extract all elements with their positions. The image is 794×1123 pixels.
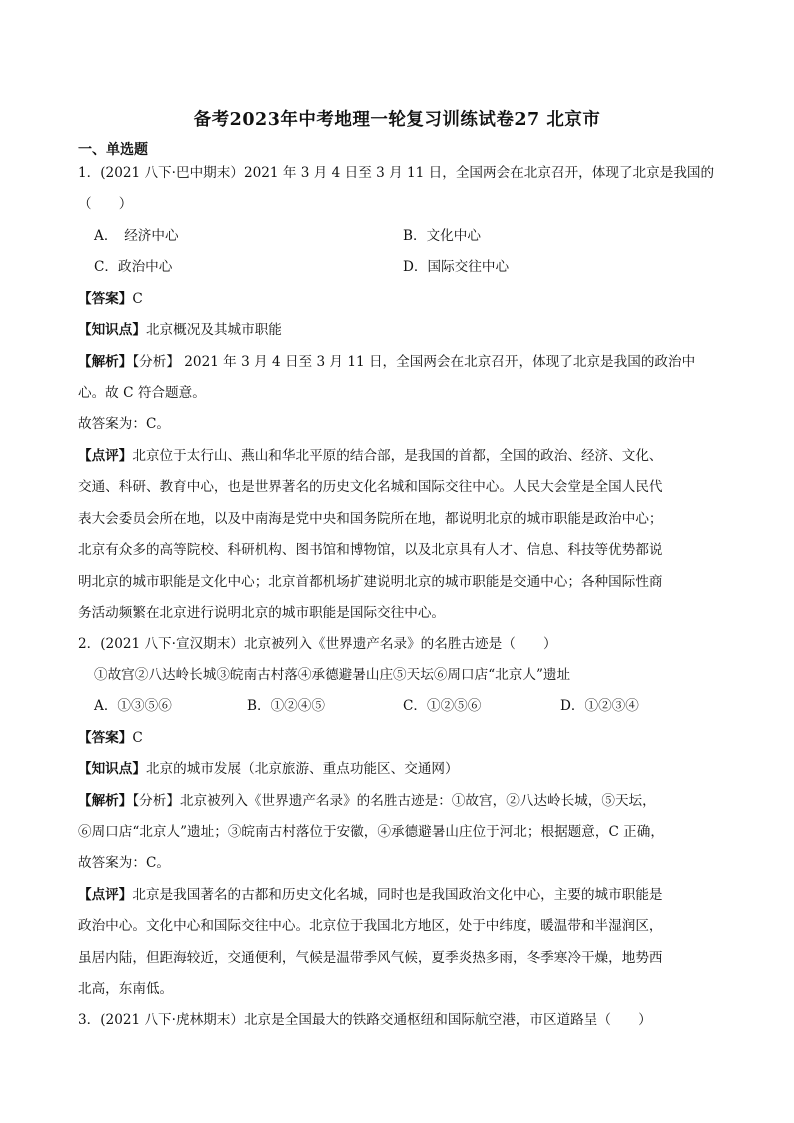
knowledge-value: 北京概况及其城市职能	[145, 322, 282, 338]
knowledge-line	[78, 320, 282, 340]
analysis-tag: 【解析】	[78, 354, 133, 370]
option-a: A．①③⑤⑥	[94, 698, 172, 714]
section-heading: 一、单选题	[78, 142, 148, 158]
question-stem-line: （ ）	[78, 196, 133, 212]
comment-line: 务活动频繁在北京进行说明北京的城市职能是国际交往中心。	[78, 605, 446, 621]
question-stem-line: 3．(2021 八下·虎林期末）北京是全国最大的铁路交通枢纽和国际航空港，市区道路呈（ ）	[78, 1012, 652, 1028]
comment-tag: 【点评】	[78, 887, 133, 903]
analysis-text: 【分析】 2021 年 3 月 4 日至 3 月 11 日，全国两会在北京召开，体现了北京是我国的政治中	[132, 354, 696, 370]
analysis-line	[78, 791, 656, 811]
analysis-line: 故答案为：C。	[78, 855, 170, 871]
option-b: B．文化中心	[403, 228, 481, 244]
option-c: C．①②⑤⑥	[403, 698, 482, 714]
option-b: B．①②④⑤	[247, 698, 325, 714]
knowledge-line	[78, 759, 459, 779]
analysis-line: ⑥周口店“北京人”遗址；③皖南古村落位于安徽，④承德避暑山庄位于河北；根据题意，C 正确，	[78, 824, 664, 840]
comment-line	[78, 885, 663, 905]
comment-text: 北京是我国著名的古都和历史文化名城，同时也是我国政治文化中心，主要的城市职能是	[132, 887, 663, 903]
option-c: C．政治中心	[94, 259, 173, 275]
question-stem-line: 2．(2021 八下·宣汉期末）北京被列入《世界遗产名录》的名胜古迹是（ ）	[78, 636, 557, 652]
comment-line: 北高，东南低。	[78, 981, 174, 997]
analysis-line	[78, 352, 695, 372]
answer-value: C	[132, 291, 143, 307]
comment-line: 虽居内陆，但距海较近，交通便利，气候是温带季风气候，夏季炎热多雨，冬季寒冷干燥，地势西	[78, 950, 663, 966]
option-d: D．国际交往中心	[403, 259, 510, 275]
knowledge-tag: 【知识点】	[78, 322, 146, 338]
answer-tag: 【答案】	[78, 291, 133, 307]
answer-line	[78, 728, 143, 748]
comment-text: 北京位于太行山、燕山和华北平原的结合部，是我国的首都，全国的政治、经济、文化、	[132, 448, 663, 464]
comment-line: 政治中心。文化中心和国际交往中心。北京位于我国北方地区，处于中纬度，暖温带和半湿润区，	[78, 918, 663, 934]
answer-value: C	[132, 730, 143, 746]
analysis-line: 心。故 C 符合题意。	[78, 385, 206, 401]
comment-line	[78, 446, 663, 466]
answer-tag: 【答案】	[78, 730, 133, 746]
analysis-tag: 【解析】	[78, 793, 133, 809]
comment-line: 北京有众多的高等院校、科研机构、图书馆和博物馆，以及北京具有人才、信息、科技等优势都说	[78, 542, 663, 558]
knowledge-value: 北京的城市发展（北京旅游、重点功能区、交通网）	[145, 761, 459, 777]
knowledge-tag: 【知识点】	[78, 761, 146, 777]
analysis-text: 【分析】北京被列入《世界遗产名录》的名胜古迹是：①故宫，②八达岭长城，⑤天坛，	[132, 793, 656, 809]
comment-line: 交通、科研、教育中心，也是世界著名的历史文化名城和国际交往中心。人民大会堂是全国人民代	[78, 479, 663, 495]
comment-line: 明北京的城市职能是文化中心；北京首都机场扩建说明北京的城市职能是交通中心；各种国际性商	[78, 574, 663, 590]
comment-line: 表大会委员会所在地，以及中南海是党中央和国务院所在地，都说明北京的城市职能是政治中心；	[78, 511, 663, 527]
comment-tag: 【点评】	[78, 448, 133, 464]
analysis-line: 故答案为：C。	[78, 416, 170, 432]
answer-line	[78, 289, 143, 309]
question-stem-line: 1．(2021 八下·巴中期末）2021 年 3 月 4 日至 3 月 11 日，全国两会在北京召开，体现了北京是我国的	[78, 165, 715, 181]
question-stem-line: ①故宫②八达岭长城③皖南古村落④承德避暑山庄⑤天坛⑥周口店“北京人”遗址	[94, 667, 571, 683]
option-a: A． 经济中心	[94, 228, 179, 244]
document-title: 备考2023年中考地理一轮复习训练试卷27 北京市	[193, 110, 601, 130]
option-d: D．①②③④	[560, 698, 639, 714]
